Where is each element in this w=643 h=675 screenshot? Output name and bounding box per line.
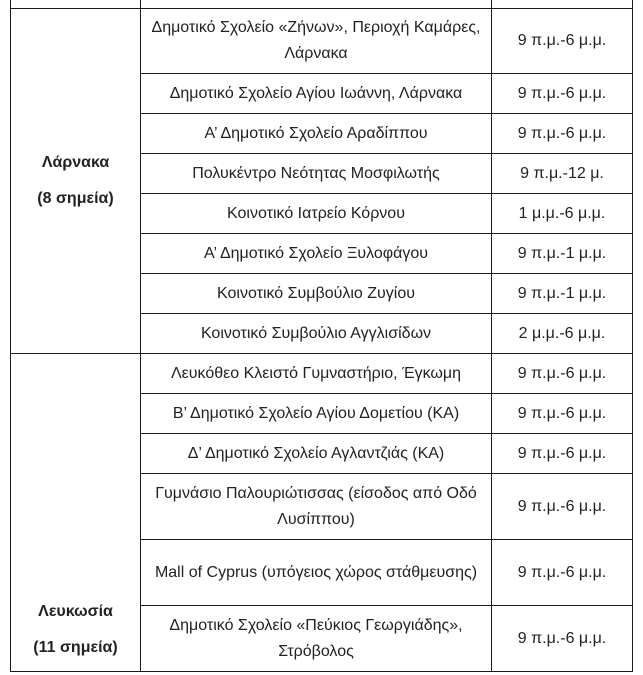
hours-cell: 9 π.μ.-6 μ.μ. — [492, 540, 633, 606]
hours-cell: 1 μ.μ.-6 μ.μ. — [492, 194, 633, 234]
location-cell: Α’ Δημοτικό Σχολείο Ξυλοφάγου — [141, 234, 492, 274]
region-name: Λευκωσία — [38, 603, 113, 620]
hours-cell: 9 π.μ.-6 μ.μ. — [492, 74, 633, 114]
hours-cell: 9 π.μ.-6 μ.μ. — [492, 9, 633, 74]
hours-cell: 2 μ.μ.-6 μ.μ. — [492, 314, 633, 354]
table-row-partial — [11, 0, 633, 9]
location-cell: Λευκόθεο Κλειστό Γυμναστήριο, Έγκωμη — [141, 354, 492, 394]
region-count: (11 σημεία) — [33, 639, 118, 656]
table-row — [11, 354, 633, 394]
hours-cell: 9 π.μ.-12 μ. — [492, 154, 633, 194]
hours-cell: 9 π.μ.-6 μ.μ. — [492, 394, 633, 434]
table-cell — [11, 0, 141, 9]
location-cell: Α’ Δημοτικό Σχολείο Αραδίππου — [141, 114, 492, 154]
hours-cell: 9 π.μ.-6 μ.μ. — [492, 434, 633, 474]
location-cell: Γυμνάσιο Παλουριώτισσας (είσοδος από Οδό Λυσίππου) — [141, 474, 492, 540]
region-cell-larnaca — [11, 9, 141, 354]
table-cell — [492, 0, 633, 9]
region-cell-nicosia — [11, 354, 141, 672]
location-cell: Δημοτικό Σχολείο «Πεύκιος Γεωργιάδης», Στρόβολος — [141, 606, 492, 672]
region-name: Λάρνακα — [41, 154, 110, 171]
region-count: (8 σημεία) — [37, 190, 114, 207]
location-cell: Δημοτικό Σχολείο «Ζήνων», Περιοχή Καμάρες, Λάρνακα — [141, 9, 492, 74]
location-cell: Κοινοτικό Συμβούλιο Αγγλισίδων — [141, 314, 492, 354]
hours-cell: 9 π.μ.-6 μ.μ. — [492, 474, 633, 540]
table-row — [11, 9, 633, 74]
vaccination-points-table — [10, 0, 633, 672]
table-cell — [141, 0, 492, 9]
hours-cell: 9 π.μ.-6 μ.μ. — [492, 354, 633, 394]
hours-cell: 9 π.μ.-1 μ.μ. — [492, 274, 633, 314]
hours-cell: 9 π.μ.-6 μ.μ. — [492, 606, 633, 672]
location-cell: Πολυκέντρο Νεότητας Μοσφιλωτής — [141, 154, 492, 194]
location-cell: Δ’ Δημοτικό Σχολείο Αγλαντζιάς (ΚΑ) — [141, 434, 492, 474]
location-cell: Κοινοτικό Συμβούλιο Ζυγίου — [141, 274, 492, 314]
location-cell: Β’ Δημοτικό Σχολείο Αγίου Δομετίου (ΚΑ) — [141, 394, 492, 434]
location-cell: Κοινοτικό Ιατρείο Κόρνου — [141, 194, 492, 234]
location-cell: Δημοτικό Σχολείο Αγίου Ιωάννη, Λάρνακα — [141, 74, 492, 114]
hours-cell: 9 π.μ.-1 μ.μ. — [492, 234, 633, 274]
location-cell: Mall of Cyprus (υπόγειος χώρος στάθμευσης) — [141, 540, 492, 606]
hours-cell: 9 π.μ.-6 μ.μ. — [492, 114, 633, 154]
vaccination-points-table-container — [10, 0, 632, 672]
